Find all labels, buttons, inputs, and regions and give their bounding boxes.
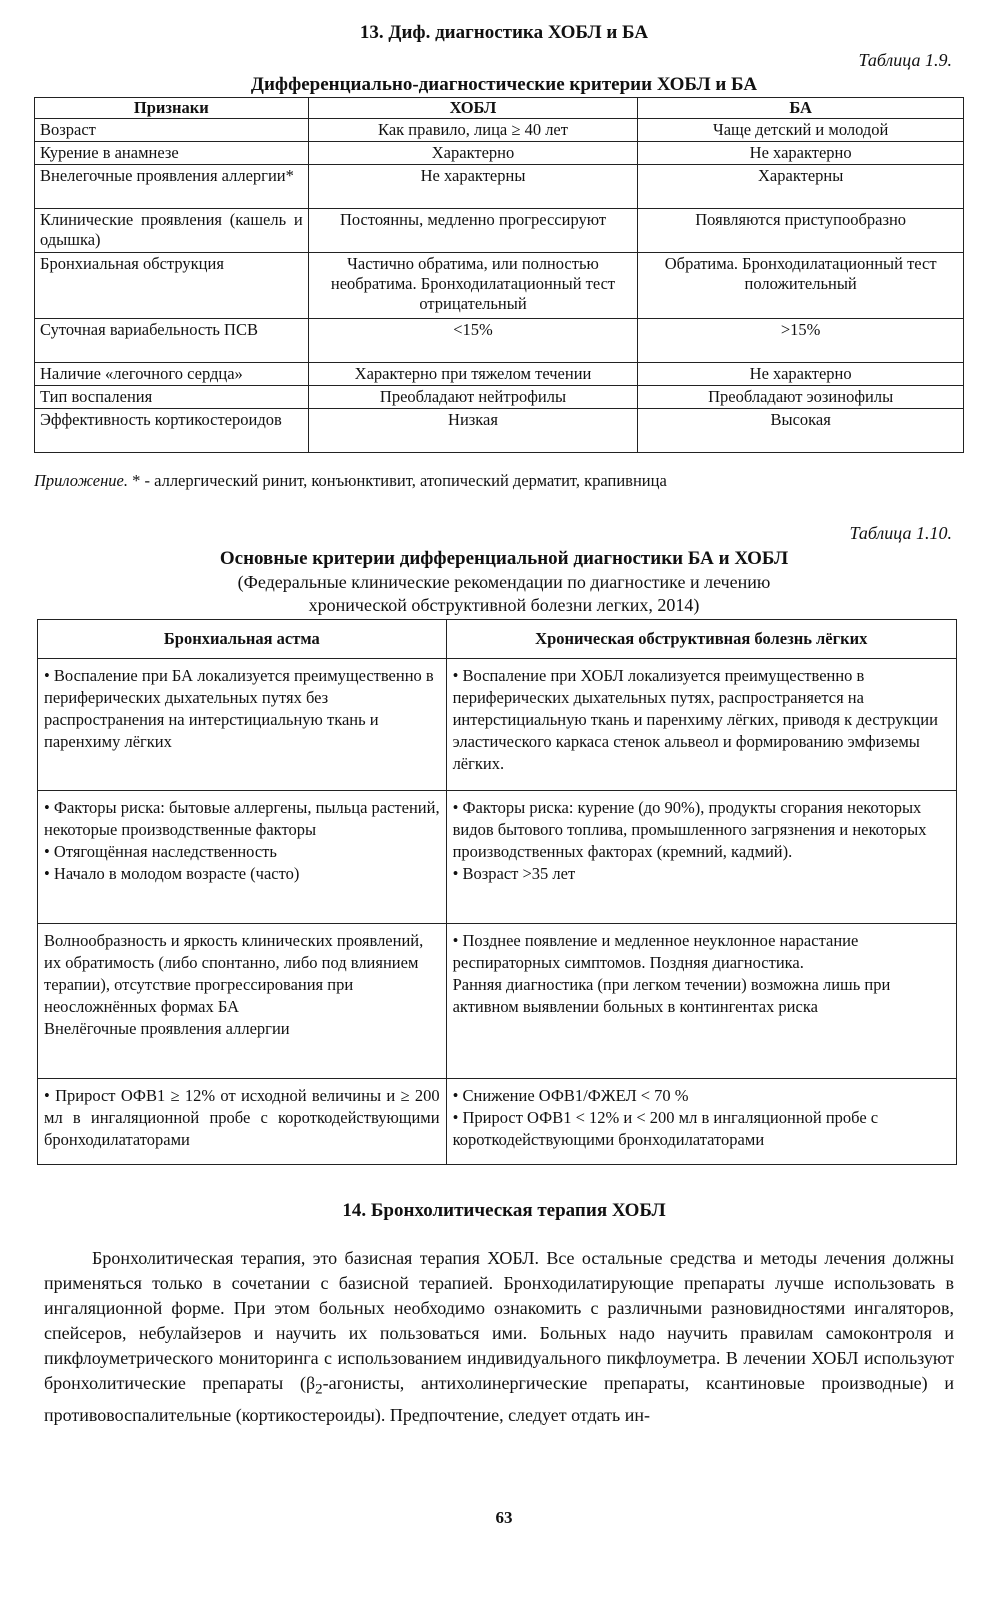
copd-cell: Постоянны, медленно прогрессируют: [308, 209, 638, 253]
table-row: [38, 659, 957, 791]
asthma-cell: Чаще детский и молодой: [638, 119, 964, 142]
table-header-row: [35, 98, 964, 119]
asthma-cell: Обратима. Бронходилатационный тест положительный: [638, 253, 964, 319]
asthma-cell: >15%: [638, 319, 964, 363]
header-cell: БА: [638, 98, 964, 119]
criterion-cell: Суточная вариабельность ПСВ: [35, 319, 309, 363]
section-14-title: 14. Бронхолитическая терапия ХОБЛ: [342, 1200, 666, 1221]
table-row: [38, 1079, 957, 1165]
criterion-cell: Эффективность кортикостероидов: [35, 409, 309, 453]
section-13-title: 13. Диф. диагностика ХОБЛ и БА: [359, 22, 649, 43]
asthma-cell: [38, 659, 447, 791]
note-text: * - аллергический ринит, конъюнктивит, атопический дерматит, крапивница: [128, 471, 667, 490]
list-item: Волнообразность и яркость клинических проявлений, их обратимость (либо спонтанно, либо под влиянием терапии), отсутствие прогрессирования при неосложнённых формах БА: [44, 931, 424, 1016]
table-1-10: [37, 619, 957, 1165]
copd-cell: Не характерны: [308, 165, 638, 209]
table-1-10-title: Основные критерии дифференциальной диагностики БА и ХОБЛ: [219, 548, 789, 569]
asthma-cell: Появляются приступообразно: [638, 209, 964, 253]
table-1-9-note: [34, 471, 667, 491]
list-item: • Отягощённая наследственность: [44, 841, 440, 863]
table-1-10-subtitle-line2: хронической обструктивной болезни легких, 2014): [308, 595, 700, 615]
criterion-cell: Внелегочные проявления аллергии*: [35, 165, 309, 209]
list-item: • Снижение ОФВ1/ФЖЕЛ < 70 %: [453, 1085, 950, 1107]
list-item: Внелёгочные проявления аллергии: [44, 1019, 290, 1038]
copd-cell: Низкая: [308, 409, 638, 453]
copd-cell: Характерно: [308, 142, 638, 165]
header-cell: Хроническая обструктивная болезнь лёгких: [446, 620, 956, 659]
criterion-cell: Возраст: [35, 119, 309, 142]
list-item: • Факторы риска: бытовые аллергены, пыльца растений, некоторые производственные факторы: [44, 797, 440, 841]
criterion-cell: Тип воспаления: [35, 386, 309, 409]
table-1-10-subtitle-line1: (Федеральные клинические рекомендации по диагностике и лечению: [237, 572, 771, 592]
list-item: • Начало в молодом возрасте (часто): [44, 863, 440, 885]
table-1-9-label: Таблица 1.9.: [858, 50, 952, 70]
list-item: • Возраст >35 лет: [453, 863, 950, 885]
copd-cell: [446, 659, 956, 791]
list-item: • Прирост ОФВ1 ≥ 12% от исходной величины и ≥ 200 мл в ингаляционной пробе с короткодействующими бронходилататорами: [44, 1085, 440, 1151]
table-1-10-label: Таблица 1.10.: [849, 523, 952, 543]
table-1-9-title: Дифференциально-диагностические критерии ХОБЛ и БА: [250, 74, 758, 95]
table-1-9: [34, 97, 964, 453]
table-row: [35, 253, 964, 319]
copd-cell: Как правило, лица ≥ 40 лет: [308, 119, 638, 142]
asthma-cell: Не характерно: [638, 363, 964, 386]
paragraph-text-part2: -агонисты, антихолинергические препараты, ксантиновые производные) и противовоспалительные (кортикостероиды). Предпочтение, следует отдать ин-: [44, 1373, 954, 1425]
asthma-cell: [38, 1079, 447, 1165]
copd-cell: Преобладают нейтрофилы: [308, 386, 638, 409]
note-label: Приложение.: [34, 471, 128, 490]
criterion-cell: Клинические проявления (кашель и одышка): [35, 209, 309, 253]
asthma-cell: Характерны: [638, 165, 964, 209]
copd-cell: Характерно при тяжелом течении: [308, 363, 638, 386]
criterion-cell: Наличие «легочного сердца»: [35, 363, 309, 386]
copd-cell: [446, 924, 956, 1079]
copd-cell: Частично обратима, или полностью необратима. Бронходилатационный тест отрицательный: [308, 253, 638, 319]
table-row: [35, 142, 964, 165]
paragraph-subscript: 2: [315, 1381, 323, 1398]
list-item: • Воспаление при ХОБЛ локализуется преимущественно в периферических дыхательных путях, распространяется на интерстициальную ткань и паренхиму лёгких, приводя к деструкции эластического каркаса стенок альвеол и формированию эмфиземы лёгких.: [453, 665, 950, 775]
asthma-cell: [38, 924, 447, 1079]
list-item: • Прирост ОФВ1 < 12% и < 200 мл в ингаляционной пробе с короткодействующими бронходилататорами: [453, 1107, 950, 1151]
header-cell: ХОБЛ: [308, 98, 638, 119]
asthma-cell: [38, 791, 447, 924]
list-item: • Факторы риска: курение (до 90%), продукты сгорания некоторых видов бытового топлива, промышленного загрязнения и некоторых производственных факторах (кремний, кадмий).: [453, 797, 950, 863]
copd-cell: [446, 791, 956, 924]
table-row: [38, 791, 957, 924]
copd-cell: [446, 1079, 956, 1165]
asthma-cell: Не характерно: [638, 142, 964, 165]
asthma-cell: Преобладают эозинофилы: [638, 386, 964, 409]
paragraph-text-part1: Бронхолитическая терапия, это базисная терапия ХОБЛ. Все остальные средства и методы лечения должны применяться только в сочетании с базисной терапией. Бронходилатирующие препараты лучше использовать в ингаляционной форме. При этом больных необходимо ознакомить с различными разновидностями ингаляторов, спейсеров, небулайзеров и научить их пользоваться ими. Больных надо научить правилам самоконтроля и пикфлоуметрического мониторинга с использованием индивидуального пикфлоуметра. В лечении ХОБЛ используют бронхолитические препараты (β: [44, 1248, 954, 1393]
table-row: [35, 363, 964, 386]
table-row: [35, 165, 964, 209]
table-row: [35, 386, 964, 409]
header-cell: Признаки: [35, 98, 309, 119]
header-cell: Бронхиальная астма: [38, 620, 447, 659]
list-item: Ранняя диагностика (при легком течении) возможна лишь при активном выявлении больных в контингентах риска: [452, 975, 891, 1016]
copd-cell: <15%: [308, 319, 638, 363]
list-item: • Позднее появление и медленное неуклонное нарастание респираторных симптомов. Поздняя диагностика.: [453, 930, 950, 974]
table-row: [35, 409, 964, 453]
asthma-cell: Высокая: [638, 409, 964, 453]
table-row: [38, 924, 957, 1079]
body-paragraph: [44, 1246, 954, 1428]
criterion-cell: Бронхиальная обструкция: [35, 253, 309, 319]
criterion-cell: Курение в анамнезе: [35, 142, 309, 165]
table-row: [35, 209, 964, 253]
table-header-row: [38, 620, 957, 659]
page-number: 63: [495, 1508, 513, 1527]
table-row: [35, 119, 964, 142]
list-item: • Воспаление при БА локализуется преимущественно в периферических дыхательных путях без распространения на интерстициальную ткань и паренхиму лёгких: [44, 665, 440, 753]
table-row: [35, 319, 964, 363]
